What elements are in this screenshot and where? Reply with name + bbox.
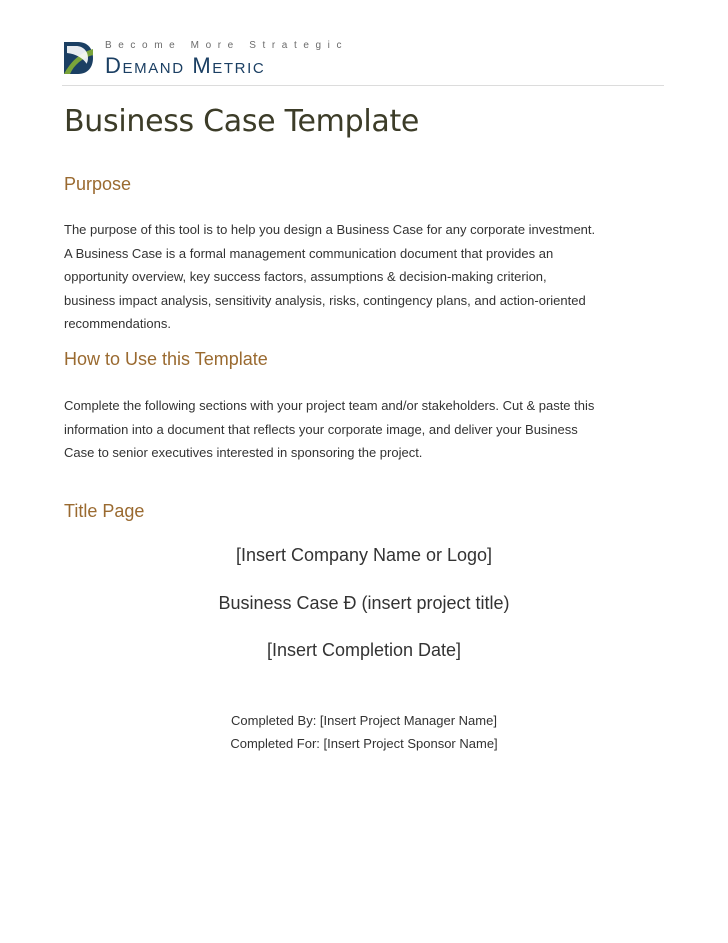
project-title-placeholder: Business Case Ð (insert project title) (218, 593, 510, 613)
brand-name: Demand Metric (105, 53, 266, 78)
how-to-use-line: Complete the following sections with your project team and/or stakeholders. Cut & paste this (64, 398, 595, 413)
purpose-line: opportunity overview, key success factors, assumptions & decision-making criterion, (64, 269, 547, 284)
purpose-heading: Purpose (64, 174, 132, 194)
title-page-heading: Title Page (64, 501, 145, 521)
completion-date-placeholder: [Insert Completion Date] (266, 640, 462, 660)
demand-metric-logo (62, 40, 352, 80)
tagline: Become More Strategic (105, 40, 349, 51)
purpose-paragraph (64, 218, 664, 336)
purpose-line: recommendations. (64, 316, 171, 331)
completed-by-line: Completed By: [Insert Project Manager Name] (231, 713, 497, 728)
how-to-use-heading: How to Use this Template (64, 349, 268, 369)
completed-for-line: Completed For: [Insert Project Sponsor Name] (230, 736, 498, 751)
demand-metric-logo-icon (62, 41, 94, 75)
how-to-use-line: information into a document that reflects your corporate image, and deliver your Business (64, 421, 578, 437)
purpose-line: business impact analysis, sensitivity analysis, risks, contingency plans, and action-oriented (64, 292, 586, 308)
company-name-placeholder: [Insert Company Name or Logo] (235, 545, 493, 565)
header-divider (62, 85, 664, 86)
how-to-use-line: Case to senior executives interested in sponsoring the project. (64, 445, 423, 460)
purpose-line: The purpose of this tool is to help you design a Business Case for any corporate investment. (64, 222, 596, 237)
document-title: Business Case Template (64, 104, 420, 139)
how-to-use-paragraph (64, 394, 664, 465)
purpose-line: A Business Case is a formal management communication document that provides an (64, 245, 554, 261)
